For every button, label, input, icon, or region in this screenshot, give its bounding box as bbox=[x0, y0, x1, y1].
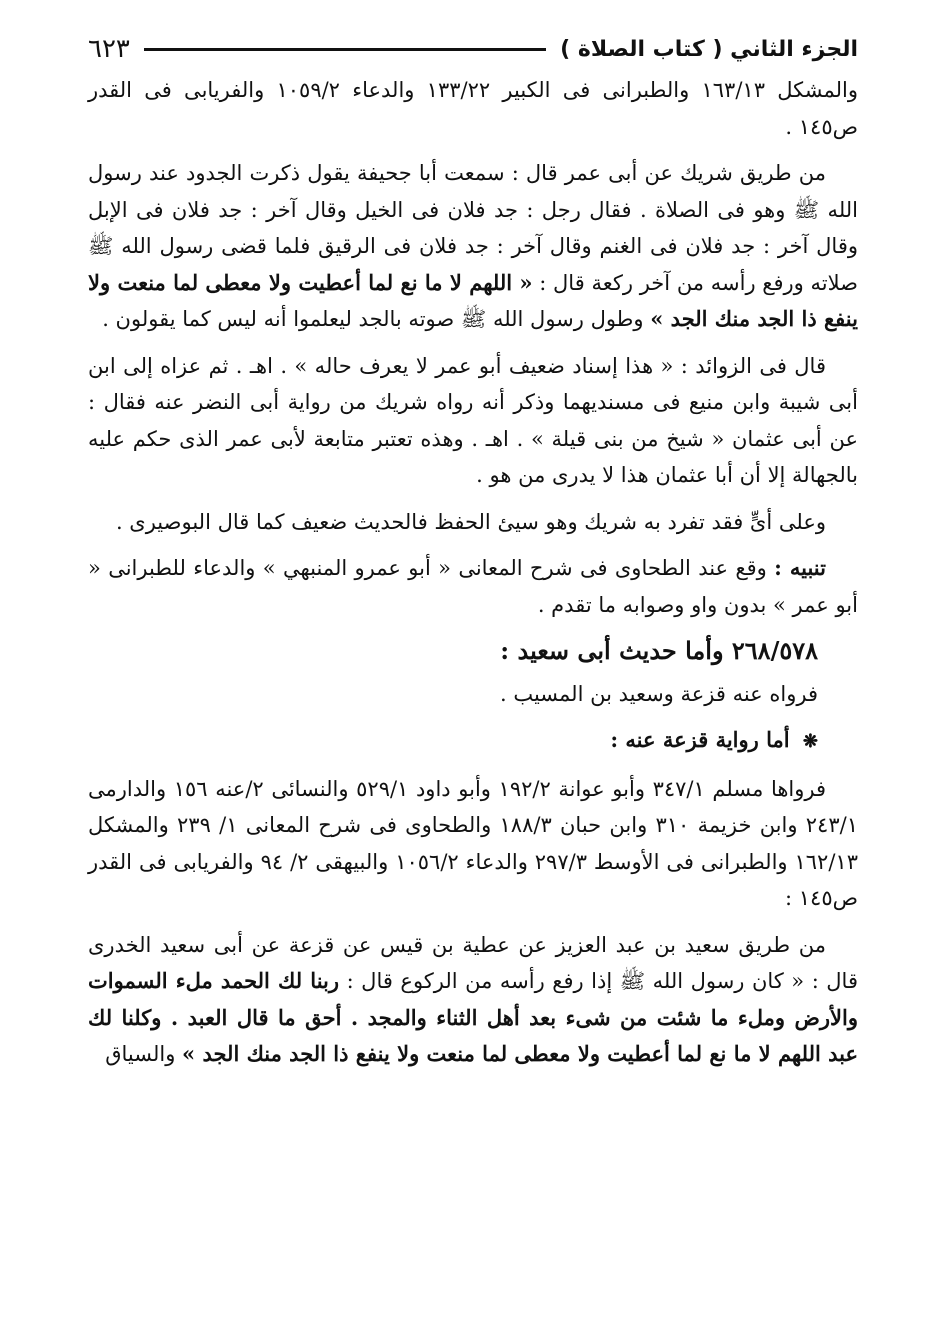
page-header bbox=[88, 34, 858, 64]
paragraph-4: وعلى أىٍّ فقد تفرد به شريك وهو سيئ الحفظ فالحديث ضعيف كما قال البوصيرى . bbox=[115, 509, 826, 534]
paragraph-6: فرواه عنه قزعة وسعيد بن المسيب . bbox=[500, 681, 818, 706]
paragraph-7: فرواها مسلم ٣٤٧/١ وأبو عوانة ١٩٢/٢ وأبو داود ٥٢٩/١ والنسائى ٢/عنه ١٥٦ والدارمى ٢٤٣/١ وابن خزيمة ٣١٠ وابن حبان ١٨٨/٣ والطحاوى فى شرح المعانى ١/ ٢٣٩ والمشكل ١٦٢/١٣ والطبرانى فى الأوسط ٢٩٧/٣ والدعاء ١٠٥٦/٢ والبيهقى ٢/ ٩٤ والفريابى فى القدر ص١٤٥ : bbox=[88, 776, 858, 910]
note-label: تنبيه : bbox=[774, 555, 826, 580]
paragraph-3: قال فى الزوائد : « هذا إسناد ضعيف أبو عمر لا يعرف حاله » . اهـ . ثم عزاه إلى ابن أبى شيبة وابن منيع فى مسنديهما وذكر أنه رواه شريك من رواية أبى النضر عنه فقال : عن أبى عثمان « شيخ من بنى قيلة » . اهـ . وهذه تعتبر متابعة لأبى عمر الذى حكم عليه بالجهالة إلا أن أبا عثمان هذا لا يدرى من هو . bbox=[88, 353, 858, 487]
paragraph-8-end: والسياق bbox=[105, 1042, 176, 1066]
running-title: الجزء الثاني ( كتاب الصلاة ) bbox=[560, 36, 858, 62]
sub-heading-text: أما رواية قزعة عنه : bbox=[610, 727, 790, 752]
star-icon: ❋ bbox=[802, 731, 818, 752]
paragraph-8 bbox=[88, 927, 858, 1073]
paragraph-1: والمشكل ١٦٣/١٣ والطبرانى فى الكبير ١٣٣/٢٢ والدعاء ١٠٥٩/٢ والفريابى فى القدر ص١٤٥ . bbox=[88, 78, 858, 139]
note-paragraph bbox=[88, 550, 858, 623]
section-heading: ٢٦٨/٥٧٨ وأما حديث أبى سعيد : bbox=[500, 636, 818, 665]
paragraph-2-end: وطول رسول الله ﷺ صوته بالجد ليعلموا أنه ليس كما يقولون . bbox=[102, 307, 644, 331]
header-rule bbox=[144, 48, 546, 51]
sub-heading bbox=[88, 722, 858, 761]
paragraph-8-intro: من طريق سعيد بن عبد العزيز عن عطية بن قيس عن قزعة عن أبى سعيد الخدرى قال : « كان رسول الله ﷺ إذا رفع رأسه من الركوع قال : bbox=[88, 932, 858, 993]
page-number: ٦٢٣ bbox=[88, 34, 130, 64]
hadith-quote-1: « اللهم لا ما نع لما أعطيت ولا معطى لما منعت ولا ينفع ذا الجد منك الجد » bbox=[88, 269, 858, 331]
page-content bbox=[88, 72, 858, 1073]
paragraph-2-intro: من طريق شريك عن أبى عمر قال : سمعت أبا جحيفة يقول ذكرت الجدود عند رسول الله ﷺ وهو فى الصلاة . فقال رجل : جد فلان فى الخيل وقال آخر : جد فلان فى الإبل وقال آخر : جد فلان فى الغنم وقال آخر : جد فلان فى الرقيق فلما قضى رسول الله ﷺ صلاته ورفع رأسه من آخر ركعة قال : bbox=[88, 161, 858, 295]
note-text: وقع عند الطحاوى فى شرح المعانى « أبو عمرو المنبهي » والدعاء للطبرانى « أبو عمر » بدون واو وصوابه ما تقدم . bbox=[88, 556, 858, 617]
hadith-quote-2: ربنا لك الحمد ملء السموات والأرض وملء ما شئت من شىء بعد أهل الثناء والمجد . أحق ما قال العبد . وكلنا لك عبد اللهم لا ما نع لما أعطيت ولا معطى لما منعت ولا ينفع ذا الجد منك الجد » bbox=[88, 968, 858, 1066]
paragraph-2 bbox=[88, 155, 858, 338]
